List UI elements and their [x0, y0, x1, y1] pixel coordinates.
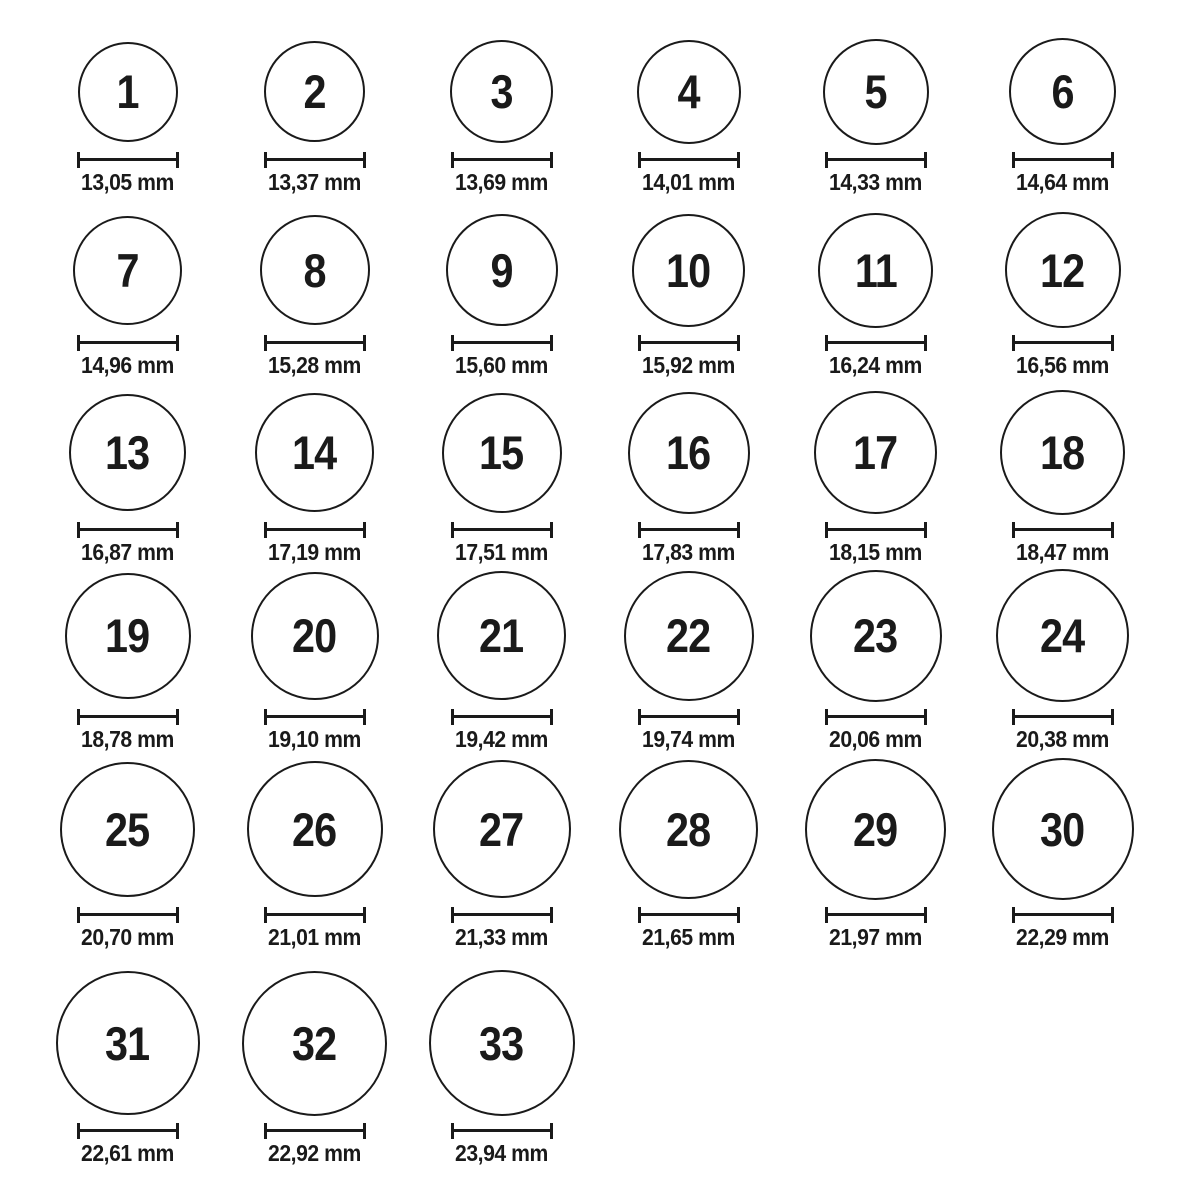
diameter-measure-line	[451, 709, 553, 725]
ring-size-number: 12	[1040, 243, 1085, 297]
diameter-measure-line	[264, 522, 366, 538]
ring-diameter-label: 20,38 mm	[1016, 726, 1109, 752]
ring-circle-wrap	[429, 970, 575, 1116]
ring-diameter-label: 16,24 mm	[829, 352, 922, 378]
ring-diameter-label: 21,65 mm	[642, 924, 735, 950]
ring-size-item	[969, 758, 1156, 951]
ring-diameter-label: 19,74 mm	[642, 726, 735, 752]
ring-size-item	[221, 38, 408, 196]
ring-diameter-label: 17,51 mm	[455, 539, 548, 565]
ring-diameter-label: 15,92 mm	[642, 352, 735, 378]
ring-size-number: 29	[853, 802, 898, 856]
ring-size-item	[969, 390, 1156, 566]
diameter-measure-line	[825, 907, 927, 923]
ring-circle	[442, 393, 562, 513]
ring-diameter-label: 23,94 mm	[455, 1140, 548, 1166]
ring-circle-wrap	[818, 212, 933, 328]
ring-size-item	[221, 970, 408, 1167]
ring-size-number: 24	[1040, 609, 1085, 662]
ring-circle	[56, 971, 200, 1115]
ring-circle	[818, 213, 933, 328]
ring-size-number: 18	[1040, 426, 1085, 479]
ring-size-row	[34, 38, 1156, 196]
ring-circle-wrap	[624, 569, 754, 702]
ring-size-number: 20	[292, 609, 337, 662]
ring-circle	[628, 392, 750, 514]
ring-diameter-label: 14,01 mm	[642, 169, 735, 195]
ring-size-number: 30	[1040, 802, 1085, 856]
ring-size-item	[34, 970, 221, 1167]
ring-size-item	[782, 758, 969, 951]
ring-size-item	[34, 569, 221, 753]
ring-circle-wrap	[247, 758, 383, 900]
ring-size-item	[595, 758, 782, 951]
ring-size-number: 7	[116, 243, 139, 297]
diameter-measure-line	[825, 152, 927, 168]
diameter-measure-line	[1012, 152, 1114, 168]
ring-size-item	[595, 569, 782, 753]
ring-size-number: 6	[1051, 65, 1074, 118]
ring-diameter-label: 19,10 mm	[268, 726, 361, 752]
ring-diameter-label: 17,19 mm	[268, 539, 361, 565]
ring-circle	[437, 571, 566, 700]
ring-circle-wrap	[637, 38, 741, 145]
ring-circle	[264, 41, 365, 142]
diameter-measure-line	[264, 335, 366, 351]
ring-circle-wrap	[78, 38, 178, 145]
ring-circle-wrap	[56, 970, 200, 1116]
ring-size-row	[34, 212, 1156, 379]
diameter-measure-line	[77, 335, 179, 351]
ring-size-number: 3	[490, 65, 513, 118]
ring-circle	[247, 761, 383, 897]
diameter-measure-line	[451, 152, 553, 168]
ring-circle	[260, 215, 370, 325]
ring-circle	[1005, 212, 1121, 328]
ring-size-item	[595, 38, 782, 196]
ring-circle-wrap	[446, 212, 558, 328]
ring-size-item	[221, 569, 408, 753]
ring-size-number: 5	[864, 65, 887, 118]
ring-size-item	[408, 970, 595, 1167]
ring-diameter-label: 18,47 mm	[1016, 539, 1109, 565]
ring-circle	[632, 214, 745, 327]
ring-size-item	[782, 212, 969, 379]
ring-size-item	[34, 758, 221, 951]
diameter-measure-line	[825, 335, 927, 351]
ring-circle-wrap	[450, 38, 553, 145]
ring-circle	[624, 571, 754, 701]
ring-circle-wrap	[255, 390, 374, 515]
ring-circle-wrap	[632, 212, 745, 328]
ring-diameter-label: 22,92 mm	[268, 1140, 361, 1166]
ring-circle	[992, 758, 1134, 900]
ring-diameter-label: 14,96 mm	[81, 352, 174, 378]
diameter-measure-line	[1012, 709, 1114, 725]
diameter-measure-line	[77, 709, 179, 725]
ring-circle	[805, 759, 946, 900]
ring-size-number: 10	[666, 243, 711, 297]
ring-circle-wrap	[823, 38, 929, 145]
ring-diameter-label: 22,61 mm	[81, 1140, 174, 1166]
ring-size-number: 28	[666, 802, 711, 856]
ring-circle	[242, 971, 387, 1116]
ring-diameter-label: 14,64 mm	[1016, 169, 1109, 195]
ring-circle	[637, 40, 741, 144]
diameter-measure-line	[638, 152, 740, 168]
ring-diameter-label: 13,37 mm	[268, 169, 361, 195]
ring-diameter-label: 21,97 mm	[829, 924, 922, 950]
ring-circle	[814, 391, 937, 514]
ring-size-number: 1	[116, 65, 139, 118]
diameter-measure-line	[264, 1123, 366, 1139]
diameter-measure-line	[77, 522, 179, 538]
ring-diameter-label: 22,29 mm	[1016, 924, 1109, 950]
ring-circle-wrap	[805, 758, 946, 900]
ring-size-item	[408, 758, 595, 951]
ring-diameter-label: 14,33 mm	[829, 169, 922, 195]
ring-circle	[73, 216, 182, 325]
ring-size-item	[408, 390, 595, 566]
ring-diameter-label: 18,78 mm	[81, 726, 174, 752]
diameter-measure-line	[451, 335, 553, 351]
ring-size-number: 22	[666, 609, 711, 662]
ring-circle-wrap	[1000, 390, 1125, 515]
diameter-measure-line	[638, 709, 740, 725]
diameter-measure-line	[264, 709, 366, 725]
ring-diameter-label: 20,70 mm	[81, 924, 174, 950]
diameter-measure-line	[1012, 522, 1114, 538]
ring-size-number: 19	[105, 609, 150, 662]
ring-size-number: 2	[303, 65, 326, 118]
ring-circle	[823, 39, 929, 145]
ring-size-item	[408, 569, 595, 753]
ring-size-item	[221, 758, 408, 951]
ring-circle-wrap	[73, 212, 182, 328]
ring-diameter-label: 15,28 mm	[268, 352, 361, 378]
ring-circle	[1009, 38, 1116, 145]
ring-circle	[78, 42, 178, 142]
diameter-measure-line	[77, 152, 179, 168]
ring-size-item	[221, 212, 408, 379]
ring-size-item	[408, 38, 595, 196]
diameter-measure-line	[825, 709, 927, 725]
ring-size-number: 17	[853, 426, 898, 479]
ring-size-number: 32	[292, 1016, 337, 1070]
ring-circle	[1000, 390, 1125, 515]
ring-size-number: 4	[677, 65, 700, 118]
ring-size-number: 27	[479, 802, 524, 856]
diameter-measure-line	[1012, 907, 1114, 923]
ring-diameter-label: 16,56 mm	[1016, 352, 1109, 378]
ring-diameter-label: 13,69 mm	[455, 169, 548, 195]
ring-diameter-label: 21,33 mm	[455, 924, 548, 950]
ring-circle	[60, 762, 195, 897]
ring-circle-wrap	[69, 390, 186, 515]
ring-size-row	[34, 569, 1156, 753]
ring-size-row	[34, 390, 1156, 566]
diameter-measure-line	[1012, 335, 1114, 351]
ring-circle	[810, 570, 942, 702]
diameter-measure-line	[638, 522, 740, 538]
ring-circle	[65, 573, 191, 699]
ring-size-number: 26	[292, 802, 337, 856]
ring-size-number: 11	[854, 243, 897, 297]
ring-diameter-label: 13,05 mm	[81, 169, 174, 195]
ring-circle-wrap	[60, 758, 195, 900]
ring-size-item	[782, 390, 969, 566]
ring-circle-wrap	[992, 758, 1134, 900]
ring-size-number: 16	[666, 426, 711, 479]
ring-size-item	[782, 38, 969, 196]
ring-diameter-label: 17,83 mm	[642, 539, 735, 565]
diameter-measure-line	[451, 907, 553, 923]
ring-circle	[251, 572, 379, 700]
diameter-measure-line	[825, 522, 927, 538]
ring-circle-wrap	[264, 38, 365, 145]
diameter-measure-line	[451, 1123, 553, 1139]
ring-diameter-label: 18,15 mm	[829, 539, 922, 565]
ring-size-row	[34, 970, 595, 1167]
ring-circle	[433, 760, 571, 898]
ring-circle-wrap	[1005, 212, 1121, 328]
diameter-measure-line	[77, 1123, 179, 1139]
ring-circle	[996, 569, 1129, 702]
ring-circle-wrap	[242, 970, 387, 1116]
ring-diameter-label: 21,01 mm	[268, 924, 361, 950]
ring-circle-wrap	[814, 390, 937, 515]
ring-size-item	[782, 569, 969, 753]
ring-circle	[69, 394, 186, 511]
ring-circle-wrap	[628, 390, 750, 515]
diameter-measure-line	[451, 522, 553, 538]
ring-circle-wrap	[810, 569, 942, 702]
ring-circle-wrap	[996, 569, 1129, 702]
ring-diameter-label: 19,42 mm	[455, 726, 548, 752]
ring-size-number: 21	[479, 609, 524, 662]
ring-circle-wrap	[1009, 38, 1116, 145]
ring-circle-wrap	[251, 569, 379, 702]
diameter-measure-line	[264, 907, 366, 923]
ring-size-item	[595, 212, 782, 379]
ring-size-number: 9	[490, 243, 513, 297]
ring-circle	[446, 214, 558, 326]
ring-circle-wrap	[437, 569, 566, 702]
ring-size-number: 13	[105, 426, 150, 479]
ring-size-item	[34, 38, 221, 196]
ring-size-item	[34, 212, 221, 379]
ring-size-number: 14	[292, 426, 337, 479]
ring-size-number: 15	[479, 426, 524, 479]
ring-circle-wrap	[433, 758, 571, 900]
ring-circle-wrap	[260, 212, 370, 328]
ring-diameter-label: 16,87 mm	[81, 539, 174, 565]
ring-circle-wrap	[65, 569, 191, 702]
ring-size-number: 31	[105, 1016, 150, 1070]
ring-circle	[429, 970, 575, 1116]
ring-size-number: 8	[303, 243, 326, 297]
ring-size-item	[969, 38, 1156, 196]
ring-size-item	[34, 390, 221, 566]
ring-diameter-label: 20,06 mm	[829, 726, 922, 752]
ring-size-number: 23	[853, 609, 898, 662]
diameter-measure-line	[264, 152, 366, 168]
ring-circle-wrap	[442, 390, 562, 515]
diameter-measure-line	[77, 907, 179, 923]
ring-size-item	[221, 390, 408, 566]
ring-size-number: 33	[479, 1016, 524, 1070]
ring-size-item	[595, 390, 782, 566]
ring-circle	[450, 40, 553, 143]
ring-size-item	[969, 569, 1156, 753]
ring-size-row	[34, 758, 1156, 951]
ring-size-number: 25	[105, 802, 150, 856]
ring-circle-wrap	[619, 758, 758, 900]
ring-size-item	[408, 212, 595, 379]
diameter-measure-line	[638, 335, 740, 351]
diameter-measure-line	[638, 907, 740, 923]
ring-circle	[619, 760, 758, 899]
ring-diameter-label: 15,60 mm	[455, 352, 548, 378]
ring-circle	[255, 393, 374, 512]
ring-size-item	[969, 212, 1156, 379]
